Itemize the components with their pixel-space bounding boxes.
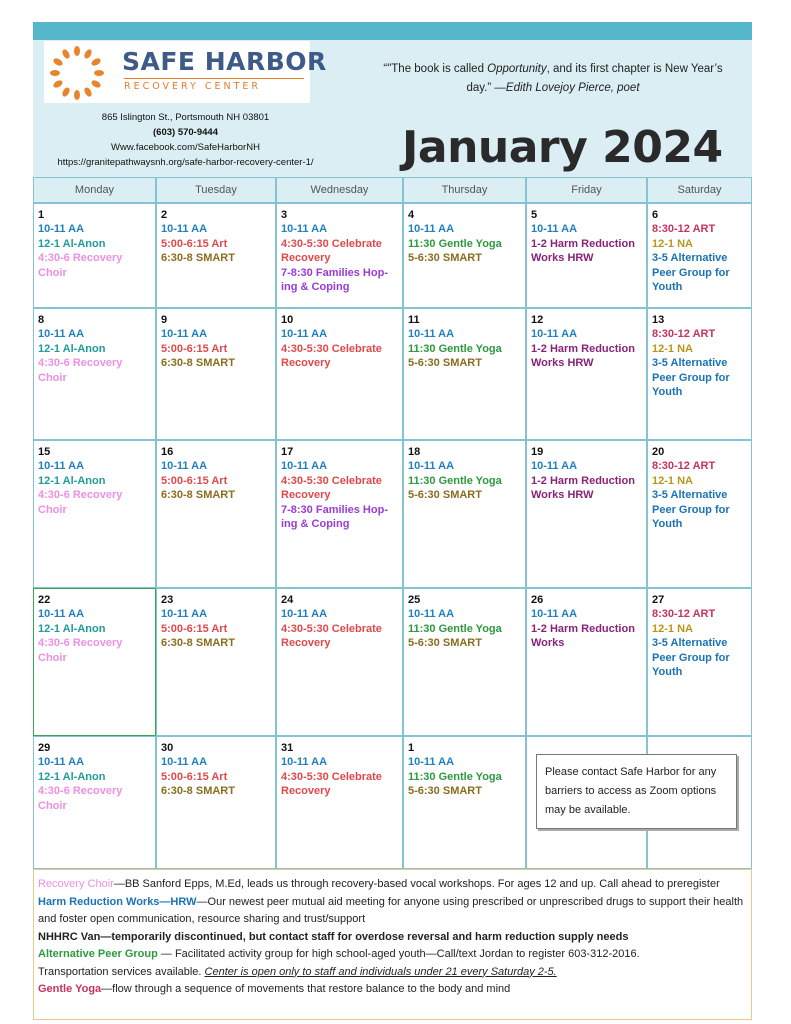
address: 865 Islington St., Portsmouth NH 03801 xyxy=(101,112,270,123)
day-cell xyxy=(526,203,647,308)
event-entry: 10-11 AA xyxy=(38,223,85,236)
day-cell xyxy=(276,440,403,588)
event-entry: 5-6:30 SMART xyxy=(408,489,482,502)
event-entry: 12-1 NA xyxy=(652,622,693,635)
day-cell xyxy=(647,203,752,308)
logo-divider xyxy=(124,78,304,79)
quote-lead: “"The book is called xyxy=(383,63,488,75)
event-entry: 4:30-6 Recovery Choir xyxy=(38,785,123,812)
day-number: 16 xyxy=(161,446,174,458)
day-number: 18 xyxy=(408,446,421,458)
contact-info xyxy=(33,110,338,170)
day-number: 27 xyxy=(652,594,665,606)
event-entry: 5:00-6:15 Art xyxy=(161,770,228,783)
day-cell xyxy=(526,308,647,440)
day-number: 1 xyxy=(38,209,45,221)
event-entry: 10-11 AA xyxy=(281,460,328,473)
legend-van: NHHRC Van—temporarily discontinued, but contact staff for overdose reversal and harm reduction supply needs xyxy=(38,930,629,943)
day-cell xyxy=(403,440,526,588)
day-cell xyxy=(647,308,752,440)
event-entry: 4:30-5:30 Celebrate Recovery xyxy=(281,474,382,502)
event-entry: 12-1 Al-Anon xyxy=(38,342,106,355)
event-entry: 8:30-12 ART xyxy=(652,608,716,621)
logo-ring-icon xyxy=(49,45,105,101)
phone: (603) 570-9444 xyxy=(153,127,218,138)
event-entry: 5:00-6:15 Art xyxy=(161,237,228,250)
event-entry: 1-2 Harm Reduction Works HRW xyxy=(531,342,635,370)
day-cell xyxy=(276,588,403,736)
logo xyxy=(44,41,327,103)
event-entry: 12-1 Al-Anon xyxy=(38,474,106,487)
day-number: 17 xyxy=(281,446,294,458)
day-cell xyxy=(276,203,403,308)
legend-choir-text: —BB Sanford Epps, M.Ed, leads us through recovery-based vocal workshops. For ages 12 and up. Call ahead to preregister xyxy=(113,878,720,890)
day-cell xyxy=(647,588,752,736)
legend-yoga-name: Gentle Yoga xyxy=(38,983,102,995)
day-number: 9 xyxy=(161,314,168,326)
day-number: 3 xyxy=(281,209,288,221)
event-entry: 10-11 AA xyxy=(161,460,208,473)
event-entry: 10-11 AA xyxy=(408,608,455,621)
day-number: 4 xyxy=(408,209,415,221)
weekday-header: Thursday xyxy=(403,177,526,203)
weekday-header: Saturday xyxy=(647,177,752,203)
day-number: 5 xyxy=(531,209,538,221)
legend-hrw-name: Harm Reduction Works—HRW xyxy=(38,895,197,908)
day-number: 30 xyxy=(161,742,174,754)
event-entry: 5-6:30 SMART xyxy=(408,252,482,265)
event-entry: 10-11 AA xyxy=(531,460,578,473)
event-entry: 4:30-5:30 Celebrate Recovery xyxy=(281,622,382,650)
day-number: 8 xyxy=(38,314,45,326)
website-link[interactable]: https://granitepathwaysnh.org/safe-harbor-recovery-center-1/ xyxy=(57,157,314,168)
event-entry: 6:30-8 SMART xyxy=(161,252,235,265)
day-number: 12 xyxy=(531,314,544,326)
event-entry: 8:30-12 ART xyxy=(652,223,716,236)
event-entry: 5-6:30 SMART xyxy=(408,785,482,798)
month-title: January 2024 xyxy=(402,122,723,173)
legend-peer-name: Alternative Peer Group xyxy=(38,948,158,960)
weekday-header: Wednesday xyxy=(276,177,403,203)
day-cell xyxy=(403,588,526,736)
event-entry: 3-5 Alternative Peer Group for Youth xyxy=(652,252,730,294)
event-entry: 11:30 Gentle Yoga xyxy=(408,342,502,355)
event-entry: 4:30-5:30 Celebrate Recovery xyxy=(281,342,382,370)
legend-yoga-text: —flow through a sequence of movements that restore balance to the body and mind xyxy=(101,983,511,995)
zoom-access-note: Please contact Safe Harbor for any barriers to access as Zoom options may be available. xyxy=(536,754,737,829)
event-entry: 6:30-8 SMART xyxy=(161,489,235,502)
day-cell xyxy=(156,203,276,308)
event-entry: 10-11 AA xyxy=(408,756,455,769)
day-number: 31 xyxy=(281,742,294,754)
day-cell xyxy=(156,308,276,440)
day-cell xyxy=(156,588,276,736)
day-number: 13 xyxy=(652,314,665,326)
event-entry: 10-11 AA xyxy=(38,608,85,621)
day-cell xyxy=(33,440,156,588)
event-entry: 8:30-12 ART xyxy=(652,460,716,473)
footer-legend xyxy=(33,869,752,1020)
event-entry: 10-11 AA xyxy=(161,756,208,769)
facebook-link[interactable]: Www.facebook.com/SafeHarborNH xyxy=(111,142,260,153)
day-number: 11 xyxy=(408,314,420,326)
event-entry: 12-1 Al-Anon xyxy=(38,770,106,783)
legend-peer xyxy=(38,946,747,964)
event-entry: 12-1 Al-Anon xyxy=(38,237,106,250)
event-entry: 5:00-6:15 Art xyxy=(161,342,228,355)
day-cell xyxy=(526,440,647,588)
day-cell xyxy=(403,736,526,869)
event-entry: 10-11 AA xyxy=(408,460,455,473)
event-entry: 4:30-5:30 Celebrate Recovery xyxy=(281,237,382,265)
event-entry: 10-11 AA xyxy=(531,223,578,236)
event-entry: 6:30-8 SMART xyxy=(161,357,235,370)
day-number: 23 xyxy=(161,594,174,606)
day-number: 26 xyxy=(531,594,544,606)
event-entry: 10-11 AA xyxy=(161,608,208,621)
day-number: 10 xyxy=(281,314,294,326)
day-number: 29 xyxy=(38,742,51,754)
event-entry: 10-11 AA xyxy=(161,328,208,341)
event-entry: 11:30 Gentle Yoga xyxy=(408,237,502,250)
day-cell xyxy=(156,440,276,588)
logo-title: SAFE HARBOR xyxy=(122,47,327,76)
day-cell xyxy=(403,308,526,440)
weekday-header: Friday xyxy=(526,177,647,203)
legend-choir xyxy=(38,876,747,894)
event-entry: 5:00-6:15 Art xyxy=(161,474,228,487)
event-entry: 10-11 AA xyxy=(531,328,578,341)
logo-tagline: RECOVERY CENTER xyxy=(124,81,262,92)
quote-title-word: Opportunity xyxy=(487,63,547,75)
event-entry: 12-1 Al-Anon xyxy=(38,622,106,635)
event-entry: 4:30-6 Recovery Choir xyxy=(38,357,123,384)
event-entry: 4:30-6 Recovery Choir xyxy=(38,489,123,516)
day-number: 6 xyxy=(652,209,659,221)
day-number: 24 xyxy=(281,594,294,606)
quote-rest: , and its first chapter is New Year’s day.” xyxy=(466,63,723,94)
legend-peer-text: — Facilitated activity group for high school-aged youth—Call/text Jordan to register 603-312-2016. xyxy=(157,948,640,960)
event-entry: 10-11 AA xyxy=(161,223,208,236)
event-entry: 3-5 Alternative Peer Group for Youth xyxy=(652,489,730,531)
event-entry: 4:30-6 Recovery Choir xyxy=(38,252,123,279)
event-entry: 3-5 Alternative Peer Group for Youth xyxy=(652,637,730,679)
event-entry: 12-1 NA xyxy=(652,474,693,487)
event-entry: 6:30-8 SMART xyxy=(161,637,235,650)
event-entry: 7-8:30 Families Hop-ing & Coping xyxy=(281,266,388,294)
day-number: 19 xyxy=(531,446,544,458)
day-cell xyxy=(276,736,403,869)
center-saturday-note: Center is open only to staff and individuals under 21 every Saturday 2-5. xyxy=(204,965,557,978)
day-number: 1 xyxy=(408,742,415,754)
event-entry: 5:00-6:15 Art xyxy=(161,622,228,635)
weekday-header: Tuesday xyxy=(156,177,276,203)
event-entry: 4:30-6 Recovery Choir xyxy=(38,637,123,664)
event-entry: 5-6:30 SMART xyxy=(408,357,482,370)
day-cell xyxy=(276,308,403,440)
quote-attribution: —Edith Lovejoy Pierce, poet xyxy=(494,82,640,94)
day-number: 25 xyxy=(408,594,421,606)
event-entry: 10-11 AA xyxy=(281,328,328,341)
legend-hrw xyxy=(38,894,747,929)
event-entry: 1-2 Harm Reduction Works xyxy=(531,622,635,650)
quote xyxy=(370,60,736,98)
event-entry: 10-11 AA xyxy=(38,460,85,473)
day-cell xyxy=(526,588,647,736)
event-entry: 10-11 AA xyxy=(408,328,455,341)
event-entry: 1-2 Harm Reduction Works HRW xyxy=(531,474,635,502)
event-entry: 10-11 AA xyxy=(531,608,578,621)
event-entry: 8:30-12 ART xyxy=(652,328,716,341)
event-entry: 10-11 AA xyxy=(38,756,85,769)
day-cell xyxy=(33,588,156,736)
day-number: 22 xyxy=(38,594,51,606)
transport-text: Transportation services available. xyxy=(38,965,205,978)
weekday-header: Monday xyxy=(33,177,156,203)
event-entry: 10-11 AA xyxy=(38,328,85,341)
event-entry: 12-1 NA xyxy=(652,342,693,355)
event-entry: 12-1 NA xyxy=(652,237,693,250)
legend-transport xyxy=(38,964,747,982)
event-entry: 11:30 Gentle Yoga xyxy=(408,622,502,635)
day-cell xyxy=(33,308,156,440)
day-number: 15 xyxy=(38,446,51,458)
event-entry: 3-5 Alternative Peer Group for Youth xyxy=(652,357,730,399)
event-entry: 11:30 Gentle Yoga xyxy=(408,474,502,487)
event-entry: 7-8:30 Families Hop-ing & Coping xyxy=(281,503,388,531)
day-cell xyxy=(33,203,156,308)
event-entry: 4:30-5:30 Celebrate Recovery xyxy=(281,770,382,798)
event-entry: 10-11 AA xyxy=(408,223,455,236)
legend-yoga xyxy=(38,981,747,999)
legend-choir-name: Recovery Choir xyxy=(38,878,114,890)
event-entry: 10-11 AA xyxy=(281,223,328,236)
day-cell xyxy=(156,736,276,869)
event-entry: 1-2 Harm Reduction Works HRW xyxy=(531,237,635,265)
legend-hrw-text: —Our newest peer mutual aid meeting for anyone using prescribed or unprescribed drugs to support their health and foster open communication, resource sharing and trust/support xyxy=(38,895,744,925)
day-number: 20 xyxy=(652,446,665,458)
top-accent-bar xyxy=(33,22,752,40)
day-cell xyxy=(33,736,156,869)
event-entry: 10-11 AA xyxy=(281,756,328,769)
event-entry: 11:30 Gentle Yoga xyxy=(408,770,502,783)
day-cell xyxy=(403,203,526,308)
day-number: 2 xyxy=(161,209,168,221)
event-entry: 6:30-8 SMART xyxy=(161,785,235,798)
day-cell xyxy=(647,440,752,588)
event-entry: 10-11 AA xyxy=(281,608,328,621)
event-entry: 5-6:30 SMART xyxy=(408,637,482,650)
